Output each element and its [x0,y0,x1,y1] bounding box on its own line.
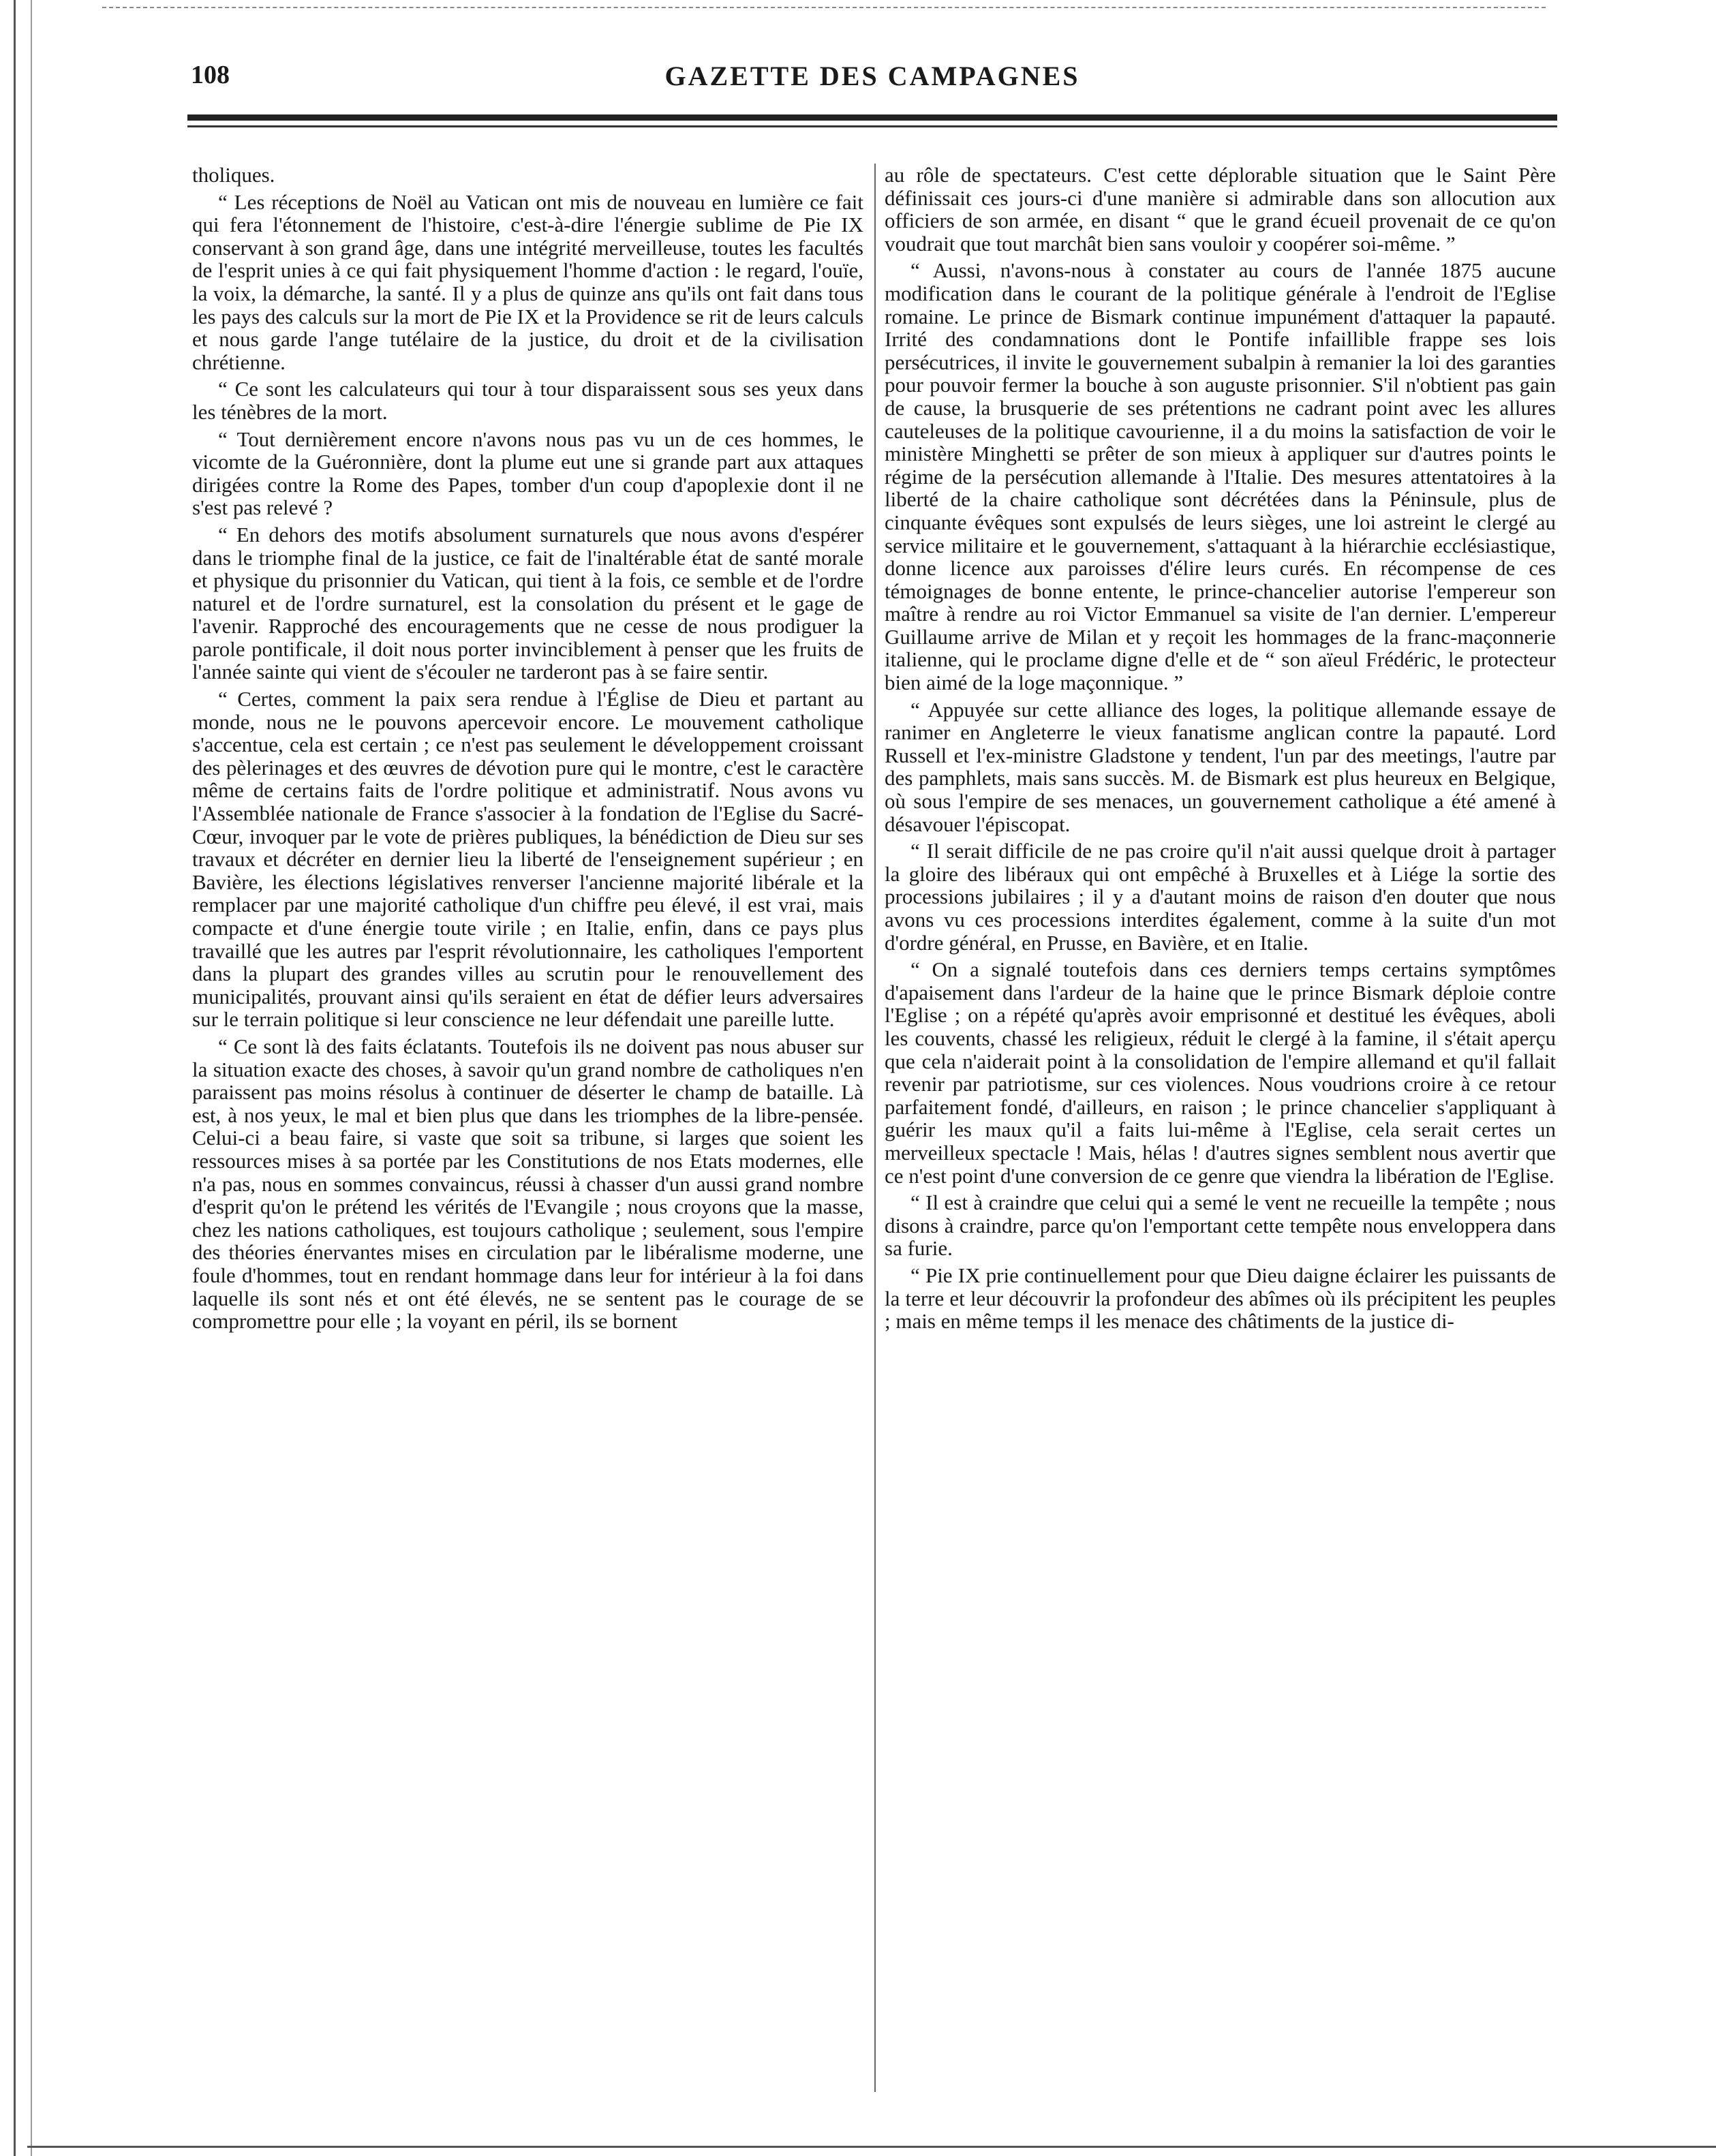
paragraph: “ Les réceptions de Noël au Vatican ont mis de nouveau en lumière ce fait qui fera l'étonnement de l'histoire, c'est-à-dire l'énergie sublime de Pie IX conservant à son grand âge, dans une intégrité merveilleuse, toutes les facultés de l'esprit unies à ce qui fait physiquement l'homme d'action : le regard, l'ouïe, la voix, la démarche, la santé. Il y a plus de quinze ans qu'ils ont fait dans tous les pays des calculs sur la mort de Pie IX et la Providence se rit de leurs calculs et nous garde l'ange tutélaire de la justice, du droit et de la civilisation chrétienne. [192,189,863,374]
paragraph: au rôle de spectateurs. C'est cette déplorable situation que le Saint Père définissait ces jours-ci d'une manière si admirable dans son allocution aux officiers de son armée, en disant “ que le grand écueil provenait de ce qu'on voudrait que tout marchât bien sans vouloir y coopérer soi-même. ” [885,164,1556,256]
page-header [191,60,1554,101]
paragraph: “ En dehors des motifs absolument surnaturels que nous avons d'espérer dans le triomphe final de la justice, ce fait de l'inaltérable état de santé morale et physique du prisonnier du Vatican, qui tient à la fois, ce semble et de l'ordre naturel et de l'ordre surnaturel, est la consolation du présent et le gage de l'avenir. Rapproché des encouragements que ne cesse de nous prodiguer la parole pontificale, il doit nous porter invinciblement à penser que les fruits de l'année sainte qui vient de s'écouler ne tarderont pas à se faire sentir. [192,522,863,684]
paragraph: “ Certes, comment la paix sera rendue à l'Église de Dieu et partant au monde, nous ne le pouvons apercevoir encore. Le mouvement catholique s'accentue, cela est certain ; ce n'est pas seulement le développement croissant des pèlerinages et des œuvres de dévotion pure qui le montre, c'est le caractère même de certains faits de l'ordre politique et administratif. Nous avons vu l'Assemblée nationale de France s'associer à la fondation de l'Eglise du Sacré-Cœur, invoquer par le vote de prières publiques, la bénédiction de Dieu sur ses travaux et décréter en dernier lieu la liberté de l'enseignement supérieur ; en Bavière, les élections législatives renverser l'ancienne majorité libérale et la remplacer par une majorité catholique d'un chiffre peu élevé, il est vrai, mais compacte et d'une énergie toute virile ; en Italie, enfin, dans ce pays plus travaillé que les autres par l'esprit révolutionnaire, les catholiques l'emportent dans la plupart des grandes villes au scrutin pour le renouvellement des municipalités, prouvant ainsi qu'ils seraient en état de défier leurs adversaires sur le terrain politique si leur conscience ne leur défendait une pareille lutte. [192,687,863,1032]
paragraph: “ Il est à craindre que celui qui a semé le vent ne recueille la tempête ; nous disons à craindre, parce qu'on l'emportant cette tempête nous enveloppera dans sa furie. [885,1190,1556,1261]
paragraph: “ Il serait difficile de ne pas croire qu'il n'ait aussi quelque droit à partager la gloire des libéraux qui ont empêché à Bruxelles et à Liége la sortie des processions jubilaires ; il y a d'autant moins de raison d'en douter que nous avons vu ces processions interdites également, comme à la suite d'un mot d'ordre général, en Prusse, en Bavière, et en Italie. [885,839,1556,955]
right-column [885,164,1556,2106]
running-title: GAZETTE DES CAMPAGNES [664,61,1080,91]
header-rule-thick [187,114,1557,121]
paragraph: “ Appuyée sur cette alliance des loges, la politique allemande essaye de ranimer en Angleterre le vieux fanatisme anglican contre la papauté. Lord Russell et l'ex-ministre Gladstone y tendent, l'un par des meetings, l'autre par des pamphlets, mais sans succès. M. de Bismark est plus heureux en Belgique, où sous l'empire de ses menaces, un gouvernement catholique a été amené à désavouer l'épiscopat. [885,697,1556,836]
paragraph: “ Ce sont là des faits éclatants. Toutefois ils ne doivent pas nous abuser sur la situation exacte des choses, à savoir qu'un grand nombre de catholiques n'en paraissent pas moins résolus à continuer de déserter le champ de bataille. Là est, à nos yeux, le mal et bien plus que dans les triomphes de la libre-pensée. Celui-ci a beau faire, si vaste que soit sa tribune, si larges que soient les ressources mises à sa portée par les Constitutions de nos Etats modernes, elle n'a pas, nous en sommes convaincus, réussi à chasser d'un aussi grand nombre d'esprit qu'on le prétend les vérités de l'Evangile ; nous croyons que la masse, chez les nations catholiques, est toujours catholique ; seulement, sous l'empire des théories énervantes mises en circulation par le libéralisme moderne, une foule d'hommes, tout en rendant hommage dans leur for intérieur à la foi dans laquelle ils sont nés et ont été élevés, ne se sentent pas le courage de se compromettre pour elle ; la voyant en péril, ils se bornent [192,1034,863,1334]
paragraph: “ Ce sont les calculateurs qui tour à tour disparaissent sous ses yeux dans les ténèbres de la mort. [192,377,863,424]
page-top-edge [102,7,1546,8]
paragraph: “ On a signalé toutefois dans ces derniers temps certains symptômes d'apaisement dans l'ardeur de la haine que le prince Bismark déploie contre l'Eglise ; on a répété qu'après avoir emprisonné et destitué les évêques, aboli les couvents, chassé les religieux, réduit le clergé à la famine, il s'était aperçu que cela n'aiderait point à la consolidation de l'empire allemand et qu'il fallait revenir par patriotisme, sur ces violences. Nous voudrions croire à ce retour parfaitement fondé, d'ailleurs, en raison ; le prince chancelier s'appliquant à guérir les maux qu'il a faits lui-même à l'Eglise, cela serait certes un merveilleux spectacle ! Mais, hélas ! d'autres signes semblent nous avertir que ce n'est point d'une conversion de ce genre que viendra la libération de l'Eglise. [885,957,1556,1188]
left-column [192,164,863,2106]
page-bottom-edge [27,2146,1716,2148]
header-rule-thin [187,125,1557,127]
page-number: 108 [191,61,230,89]
column-divider [874,164,876,2092]
paragraph: “ Tout dernièrement encore n'avons nous pas vu un de ces hommes, le vicomte de la Guéronnière, dont la plume eut une si grande part aux attaques dirigées contre la Rome des Papes, tomber d'un coup d'apoplexie dont il ne s'est pas relevé ? [192,427,863,520]
paragraph: “ Pie IX prie continuellement pour que Dieu daigne éclairer les puissants de la terre et leur découvrir la profondeur des abîmes où ils précipitent les peuples ; mais en même temps il les menace des châtiments de la justice di- [885,1263,1556,1334]
page-binding-edge [14,0,32,2156]
paragraph: tholiques. [192,164,275,187]
paragraph: “ Aussi, n'avons-nous à constater au cours de l'année 1875 aucune modification dans le courant de la politique générale à l'endroit de l'Eglise romaine. Le prince de Bismark continue impunément d'attaquer la papauté. Irrité des condamnations dont le Pontife infaillible frappe ses lois persécutrices, il invite le gouvernement subalpin à remanier la loi des garanties pour pouvoir fermer la bouche à son auguste prisonnier. S'il n'obtient pas gain de cause, la brusquerie de ses prétentions ne cadrant point avec les allures cauteleuses de la politique cavourienne, il a du moins la satisfaction de voir le ministère Minghetti se prêter de son mieux à appliquer sur d'autres points le régime de la persécution allemande à l'Italie. Des mesures attentatoires à la liberté de la chaire catholique sont décrétées dans la Péninsule, plus de cinquante évêques sont expulsés de leurs sièges, une loi astreint le clergé au service militaire et le gouvernement, s'attaquant à la hiérarchie ecclésiastique, donne licence aux paroisses d'élire leurs curés. En récompense de ces témoignages de bonne entente, le prince-chancelier autorise l'empereur son maître à rendre au roi Victor Emmanuel sa visite de l'an dernier. L'empereur Guillaume arrive de Milan et y reçoit les hommages de la franc-maçonnerie italienne, qui le proclame digne d'elle et de “ son aïeul Frédéric, le protecteur bien aimé de la loge maçonnique. ” [885,258,1556,695]
